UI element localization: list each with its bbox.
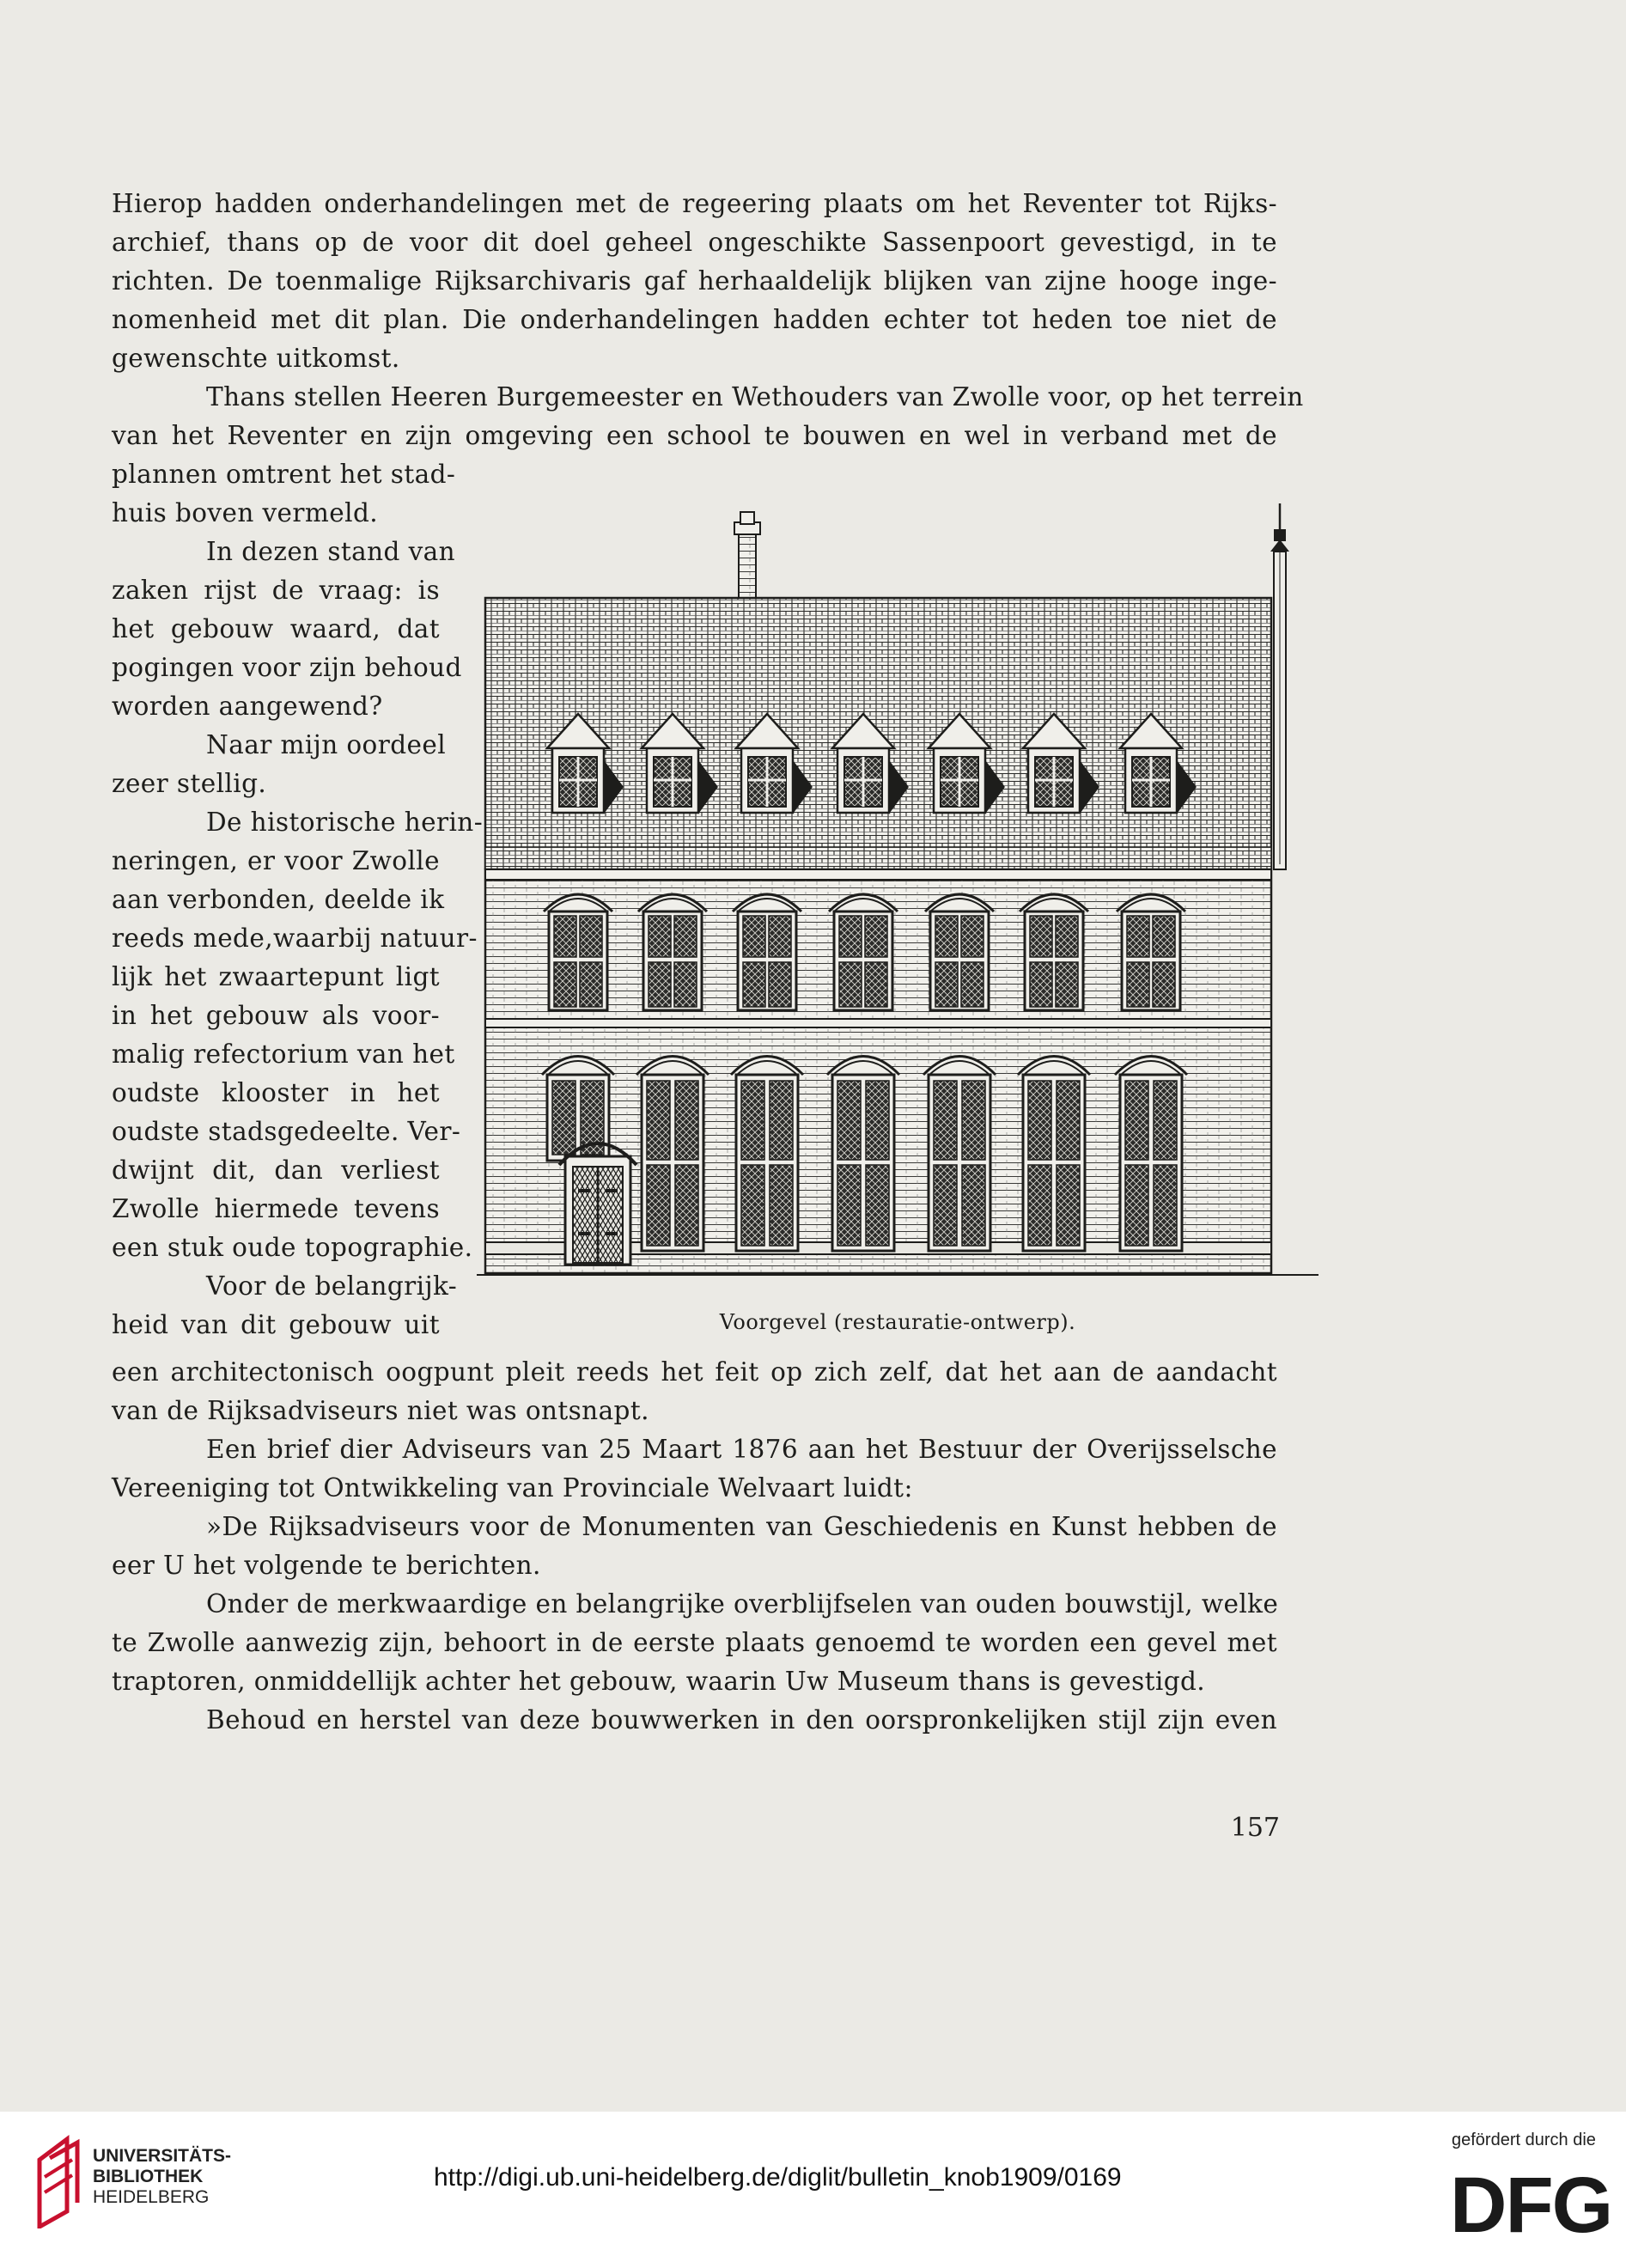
text-line: lijk het zwaartepunt ligt — [112, 962, 440, 991]
text-line: in het gebouw als voor- — [112, 1001, 440, 1030]
window — [827, 1057, 899, 1252]
text-line: traptoren, onmiddellijk achter het gebouw, waarin Uw Museum thans is gevestigd. — [112, 1667, 1206, 1696]
text-line: eer U het volgende te berichten. — [112, 1551, 541, 1580]
source-url-link[interactable]: http://digi.ub.uni-heidelberg.de/diglit/bulletin_knob1909/0169 — [434, 2163, 1122, 2192]
text-line: aan verbonden, deelde ik — [112, 885, 445, 914]
string-course — [485, 1019, 1271, 1027]
text-line: plannen omtrent het stad- — [112, 460, 456, 489]
spire — [1270, 503, 1289, 869]
text-line: De historische herin- — [206, 808, 484, 837]
text-line: Een brief dier Adviseurs van 25 Maart 1876 aan het Bestuur der Overijsselsche — [206, 1435, 1277, 1464]
window — [636, 1057, 709, 1252]
window — [925, 894, 994, 1010]
facade-drawing — [477, 503, 1318, 1294]
text-line: Zwolle hiermede tevens — [112, 1194, 440, 1223]
window — [829, 894, 898, 1010]
text-line: reeds mede,waarbij natuur- — [112, 924, 478, 953]
text-line: worden aangewend? — [112, 692, 383, 721]
text-line: Voor de belangrijk- — [206, 1271, 458, 1301]
window — [1117, 894, 1185, 1010]
text-line: Thans stellen Heeren Burgemeester en Wethouders van Zwolle voor, op het terrein — [206, 382, 1304, 412]
text-line: zaken rijst de vraag: is — [112, 576, 440, 605]
text-line: huis boven vermeld. — [112, 498, 379, 527]
text-line: Onder de merkwaardige en belangrijke overblijfselen van ouden bouwstijl, welke — [206, 1589, 1279, 1619]
text-line: van het Reventer en zijn omgeving een school te bouwen en wel in verband met de — [112, 421, 1277, 450]
library-name-line: HEIDELBERG — [93, 2187, 210, 2207]
page-number: 157 — [1230, 1813, 1280, 1843]
window — [1115, 1057, 1187, 1252]
window — [544, 894, 612, 1010]
bottom-paragraph — [112, 1353, 1277, 1740]
text-line: »De Rijksadviseurs voor de Monumenten van Geschiedenis en Kunst hebben de — [206, 1512, 1277, 1541]
figure-caption: Voorgevel (restauratie-ontwerp). — [719, 1310, 1076, 1334]
text-line: oudste stadsgedeelte. Ver- — [112, 1117, 461, 1146]
text-line: neringen, er voor Zwolle — [112, 846, 440, 875]
text-line: van de Rijksadviseurs niet was ontsnapt. — [112, 1396, 649, 1425]
text-line: heid van dit gebouw uit — [112, 1310, 440, 1339]
text-line: het gebouw waard, dat — [112, 614, 440, 643]
text-line: een architectonisch oogpunt pleit reeds het feit op zich zelf, dat het aan de aandacht — [112, 1357, 1277, 1387]
text-line: Hierop hadden onderhandelingen met de regeering plaats om het Reventer tot Rijks- — [112, 189, 1277, 218]
text-line: gewenschte uitkomst. — [112, 344, 400, 373]
text-line: In dezen stand van — [206, 537, 456, 566]
text-line: oudste klooster in het — [112, 1078, 440, 1107]
text-line: dwijnt dit, dan verliest — [112, 1155, 440, 1185]
text-line: Vereeniging tot Ontwikkeling van Provinciale Welvaart luidt: — [112, 1473, 913, 1503]
library-name — [93, 2146, 231, 2208]
entrance-door — [559, 1143, 636, 1265]
text-line: te Zwolle aanwezig zijn, behoort in de eerste plaats genoemd te worden een gevel met — [112, 1628, 1277, 1657]
text-line: richten. De toenmalige Rijksarchivaris gaf herhaaldelijk blijken van zijne hooge inge- — [112, 266, 1277, 296]
text-line: een stuk oude topographie. — [112, 1233, 473, 1262]
footer-bar — [0, 2112, 1626, 2268]
narrow-column — [112, 455, 484, 1344]
window — [1020, 894, 1088, 1010]
library-logo-icon — [33, 2134, 86, 2228]
top-paragraph — [112, 185, 1304, 455]
dfg-logo: DFG — [1450, 2161, 1612, 2249]
window — [731, 1057, 803, 1252]
text-line: Naar mijn oordeel — [206, 730, 447, 759]
funded-by-label: gefördert durch die — [1452, 2131, 1596, 2149]
text-line: Behoud en herstel van deze bouwwerken in den oorspronkelijken stijl zijn even — [206, 1705, 1277, 1735]
text-line: malig refectorium van het — [112, 1040, 455, 1069]
library-name-line: BIBLIOTHEK — [93, 2167, 204, 2186]
window — [1018, 1057, 1090, 1252]
window — [733, 894, 801, 1010]
text-line: pogingen voor zijn behoud — [112, 653, 462, 682]
text-line: nomenheid met dit plan. Die onderhandelingen hadden echter tot heden toe niet de — [112, 305, 1277, 334]
library-name-line: UNIVERSITÄTS- — [93, 2146, 232, 2166]
text-line: zeer stellig. — [112, 769, 267, 798]
text-line: archief, thans op de voor dit doel geheel ongeschikte Sassenpoort gevestigd, in te — [112, 228, 1277, 257]
window — [638, 894, 707, 1010]
window — [923, 1057, 996, 1252]
